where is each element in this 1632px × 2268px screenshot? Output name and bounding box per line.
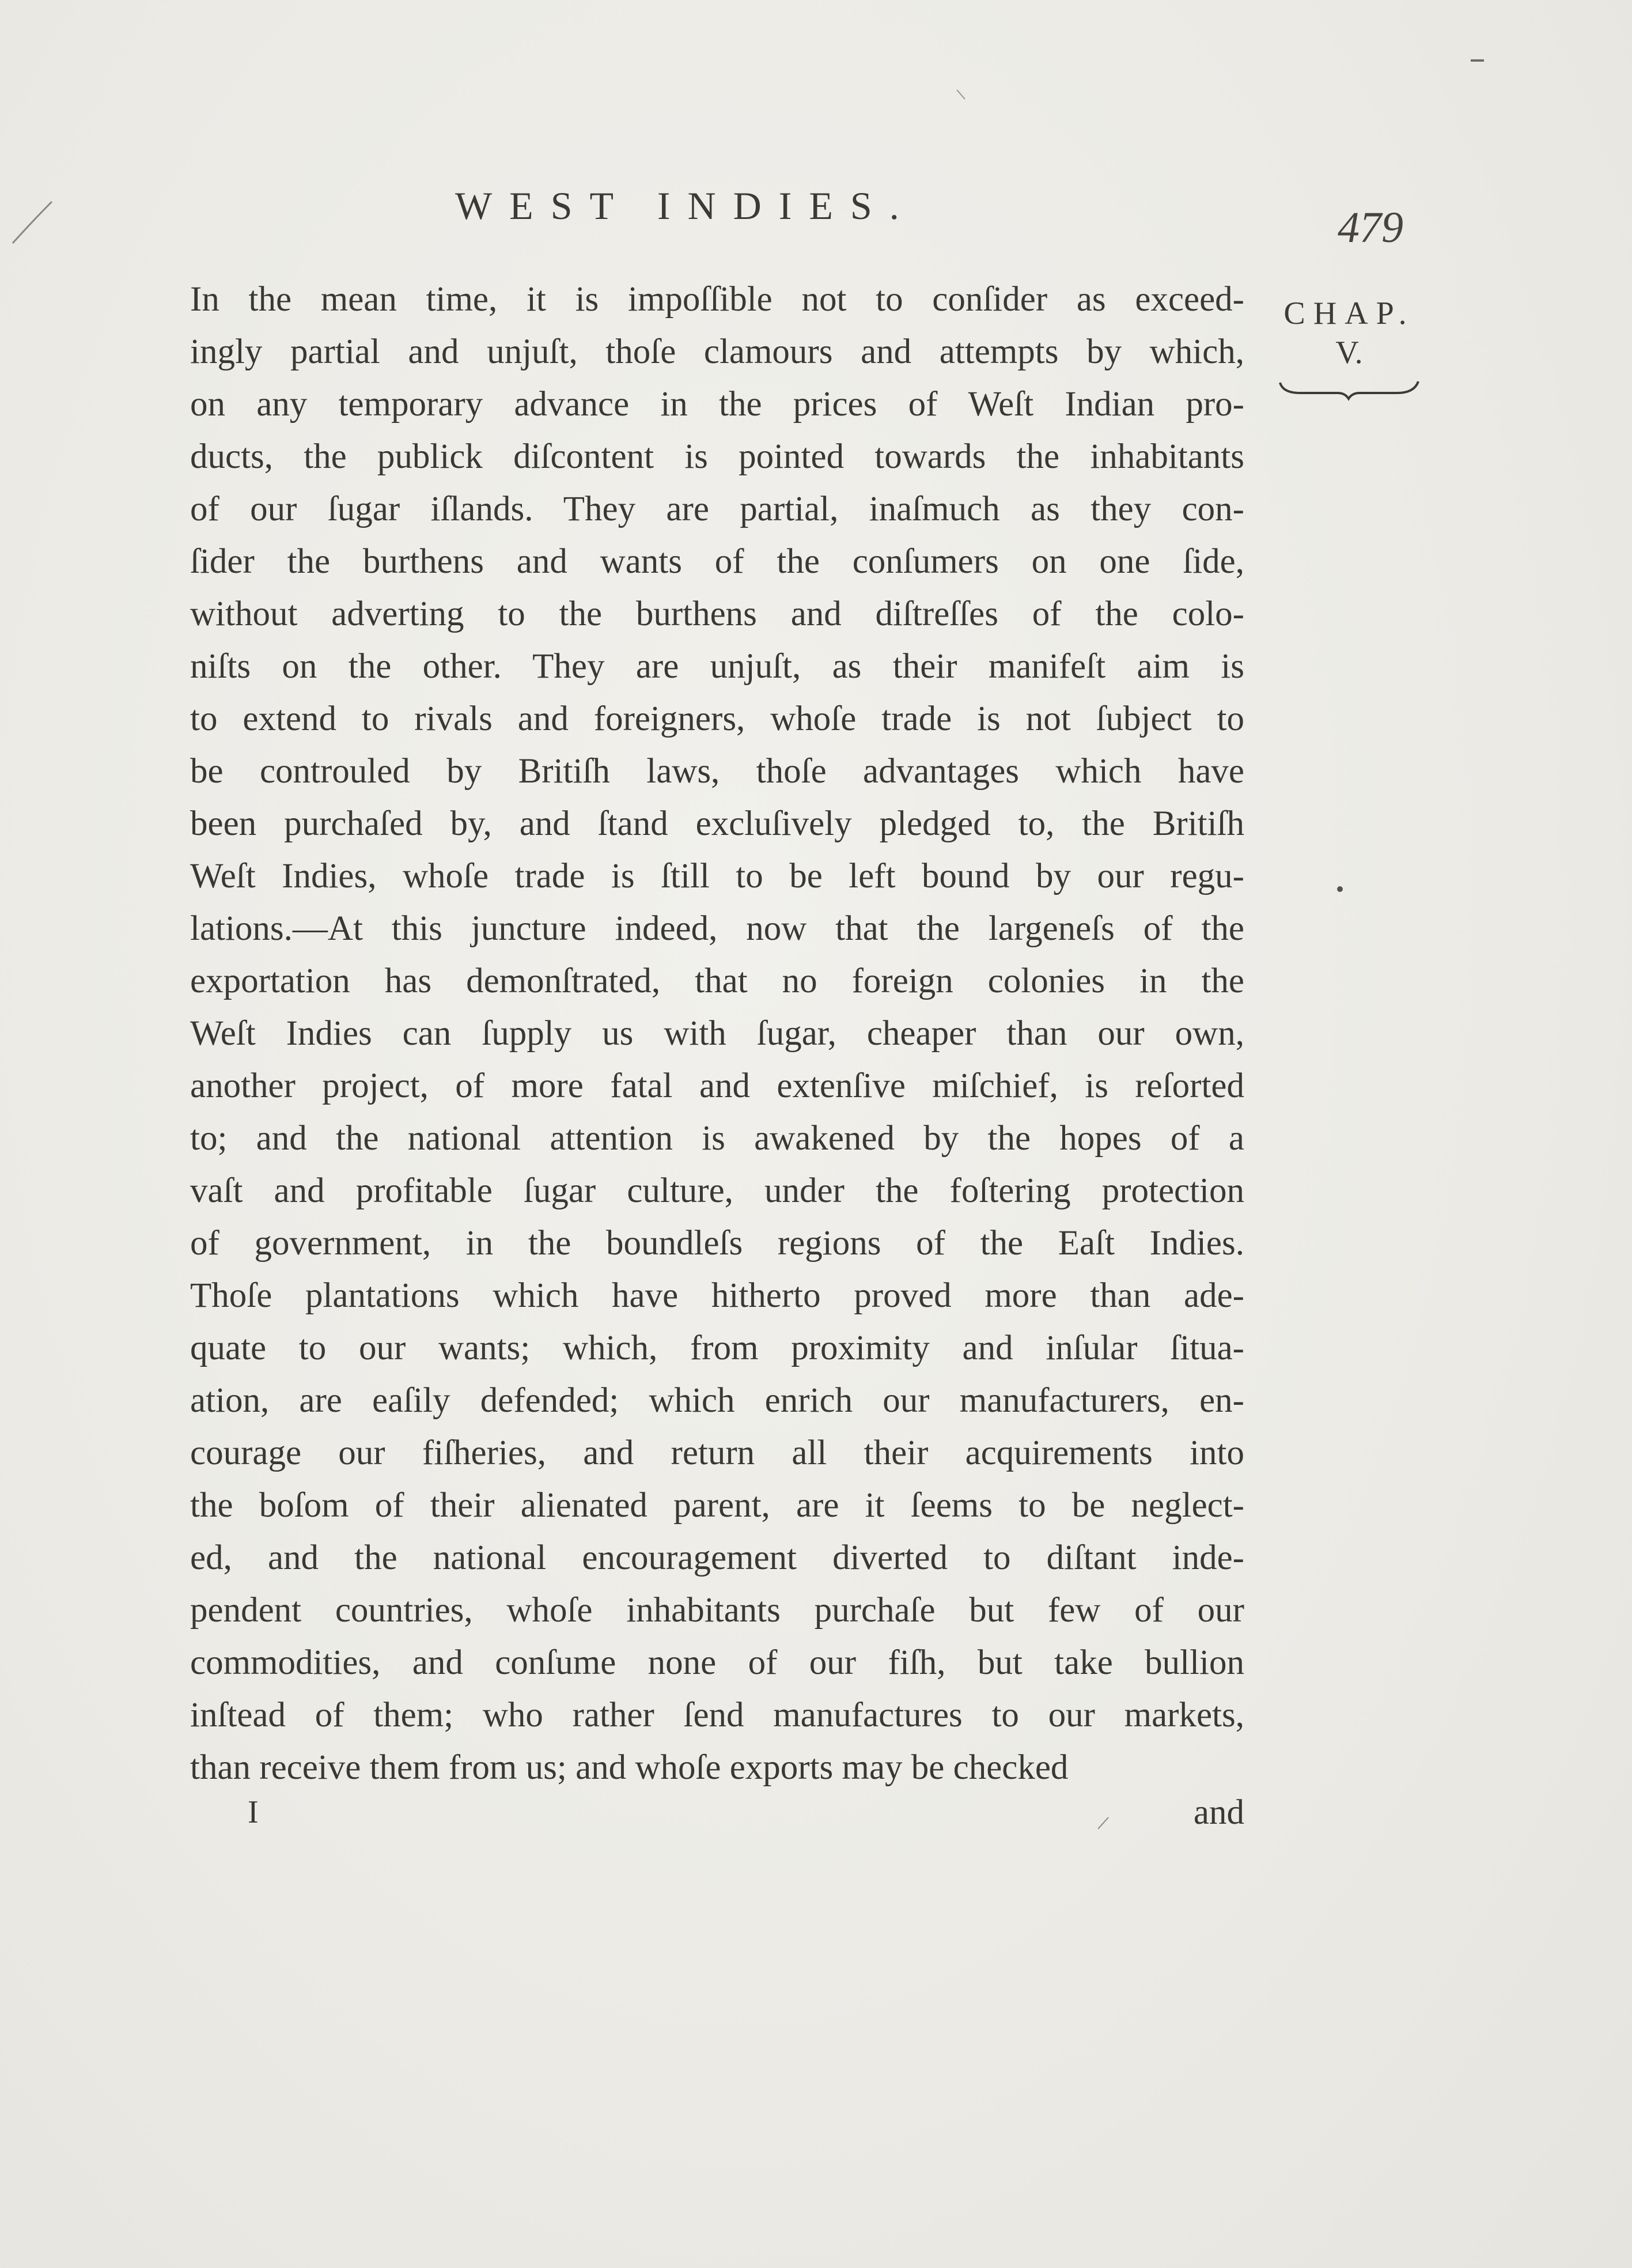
margin-chap-label: CHAP.: [1283, 296, 1415, 331]
text-line: ingly partial and unjuſt, thoſe clamours and attempts by which,: [190, 332, 1244, 371]
page-footer: [190, 1786, 1244, 1839]
text-line: Weſt Indies, whoſe trade is ſtill to be left bound by our regu-: [190, 857, 1244, 895]
text-line: of our ſugar iſlands. They are partial, inaſmuch as they con-: [190, 490, 1244, 528]
text-line: ducts, the publick diſcontent is pointed towards the inhabitants: [190, 437, 1244, 476]
text-line: to; and the national attention is awakened by the hopes of a: [190, 1119, 1244, 1158]
pencil-mark: [6, 196, 58, 248]
margin-note: [1274, 295, 1424, 401]
brace-ornament: [1277, 378, 1421, 401]
text-line: lations.—At this juncture indeed, now that the largeneſs of the: [190, 909, 1244, 948]
text-line: courage our fiſheries, and return all their acquirements into: [190, 1434, 1244, 1472]
page-number: 479: [1338, 203, 1403, 252]
catchword: and: [1193, 1793, 1244, 1832]
pencil-mark: [1469, 55, 1486, 66]
body-text: [190, 273, 1244, 1794]
margin-chap-number: V.: [1335, 335, 1363, 371]
text-line: pendent countries, whoſe inhabitants purchaſe but few of our: [190, 1591, 1244, 1630]
ink-dot: [1335, 884, 1345, 894]
text-line: Thoſe plantations which have hitherto proved more than ade-: [190, 1276, 1244, 1315]
signature-mark: I: [248, 1794, 259, 1830]
text-line: In the mean time, it is impoſſible not to conſider as exceed-: [190, 280, 1244, 319]
text-line: inſtead of them; who rather ſend manufactures to our markets,: [190, 1696, 1244, 1734]
text-line: than receive them from us; and whoſe exports may be checked: [190, 1748, 1069, 1787]
text-line: vaſt and profitable ſugar culture, under the foſtering protection: [190, 1171, 1244, 1210]
text-line: ation, are eaſily defended; which enrich our manufacturers, en-: [190, 1381, 1244, 1420]
text-line: quate to our wants; which, from proximity and inſular ſitua-: [190, 1329, 1244, 1367]
text-line: without adverting to the burthens and diſtreſſes of the colo-: [190, 595, 1244, 633]
text-line: Weſt Indies can ſupply us with ſugar, cheaper than our own,: [190, 1014, 1244, 1053]
text-line: to extend to rivals and foreigners, whoſe trade is not ſubject to: [190, 700, 1244, 738]
text-line: exportation has demonſtrated, that no foreign colonies in the: [190, 962, 1244, 1000]
text-line: ed, and the national encouragement diverted to diſtant inde-: [190, 1539, 1244, 1577]
text-line: be controuled by Britiſh laws, thoſe advantages which have: [190, 752, 1244, 791]
text-line: ſider the burthens and wants of the conſumers on one ſide,: [190, 542, 1244, 581]
text-line: been purchaſed by, and ſtand excluſively pledged to, the Britiſh: [190, 804, 1244, 843]
pencil-mark: [1095, 1815, 1112, 1832]
text-line: the boſom of their alienated parent, are it ſeems to be neglect-: [190, 1486, 1244, 1525]
text-line: of government, in the boundleſs regions of the Eaſt Indies.: [190, 1224, 1244, 1262]
running-head: WEST INDIES.: [455, 184, 917, 228]
text-line: commodities, and conſume none of our fiſh, but take bullion: [190, 1643, 1244, 1682]
text-line: another project, of more fatal and extenſive miſchief, is reſorted: [190, 1067, 1244, 1105]
text-line: niſts on the other. They are unjuſt, as their manifeſt aim is: [190, 647, 1244, 686]
text-line: on any temporary advance in the prices of Weſt Indian pro-: [190, 385, 1244, 424]
pencil-mark: [953, 86, 971, 104]
